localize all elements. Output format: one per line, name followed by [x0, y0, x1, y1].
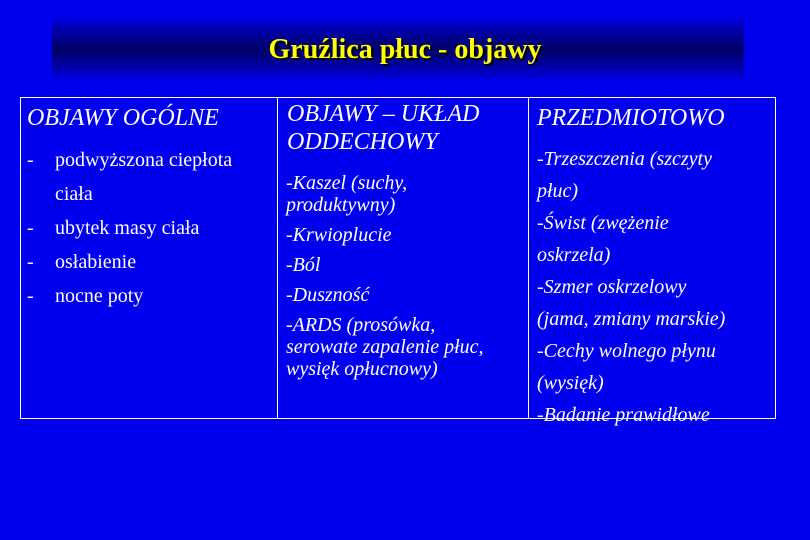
list-item: [537, 399, 725, 431]
list-item-line: produktywny): [286, 194, 396, 216]
list-item: [286, 280, 484, 310]
list-item-line: -Trzeszczenia (szczyty: [537, 148, 712, 170]
list-item-line: -Duszność: [286, 284, 370, 306]
list-item: [537, 271, 725, 335]
list-item: [286, 168, 484, 216]
dash-bullet: -: [27, 217, 34, 239]
list-item-line: (wysięk): [537, 372, 604, 394]
list-item-line: -Krwioplucie: [286, 224, 392, 246]
list-item: [286, 220, 484, 250]
list-item-line: serowate zapalenie płuc,: [286, 336, 484, 358]
respiratory-symptoms-list: [286, 168, 484, 384]
physical-findings-column: [528, 97, 776, 426]
list-item: [21, 245, 232, 279]
list-item-line: ubytek masy ciała: [55, 217, 200, 239]
dash-bullet: -: [27, 285, 34, 307]
general-symptoms-column: [20, 97, 278, 419]
list-item-line: osłabienie: [55, 251, 137, 273]
list-item-line: -Kaszel (suchy,: [286, 172, 408, 194]
slide-title: Gruźlica płuc - objawy: [268, 34, 542, 65]
physical-findings-list: [537, 143, 725, 431]
list-item: [21, 143, 232, 211]
respiratory-symptoms-heading: [287, 100, 479, 156]
general-symptoms-heading: OBJAWY OGÓLNE: [27, 105, 219, 131]
list-item-line: -Szmer oskrzelowy: [537, 276, 687, 298]
list-item: [286, 310, 484, 380]
heading-line: OBJAWY – UKŁAD: [287, 101, 480, 127]
list-item-line: -Ból: [286, 254, 321, 276]
dash-bullet: -: [27, 149, 34, 171]
respiratory-symptoms-column: [277, 97, 529, 419]
list-item: [21, 211, 232, 245]
list-item: [537, 335, 725, 399]
list-item-line: -Cechy wolnego płynu: [537, 340, 716, 362]
heading-line: ODDECHOWY: [287, 129, 438, 155]
list-item-line: oskrzela): [537, 244, 611, 266]
list-item-line: ciała: [55, 183, 93, 205]
list-item-line: płuc): [537, 180, 579, 202]
list-item: [537, 143, 725, 207]
list-item-line: wysięk opłucnowy): [286, 358, 438, 380]
list-item-line: -ARDS (prosówka,: [286, 314, 436, 336]
list-item: [21, 279, 232, 313]
physical-findings-heading: PRZEDMIOTOWO: [537, 105, 725, 131]
list-item-line: (jama, zmiany marskie): [537, 308, 726, 330]
general-symptoms-list: [21, 143, 232, 313]
list-item-line: -Badanie prawidłowe: [537, 404, 710, 426]
list-item-line: podwyższona ciepłota: [55, 149, 233, 171]
dash-bullet: -: [27, 251, 34, 273]
list-item: [286, 250, 484, 280]
list-item: [537, 207, 725, 271]
list-item-line: -Świst (zwężenie: [537, 212, 669, 234]
list-item-line: nocne poty: [55, 285, 144, 307]
